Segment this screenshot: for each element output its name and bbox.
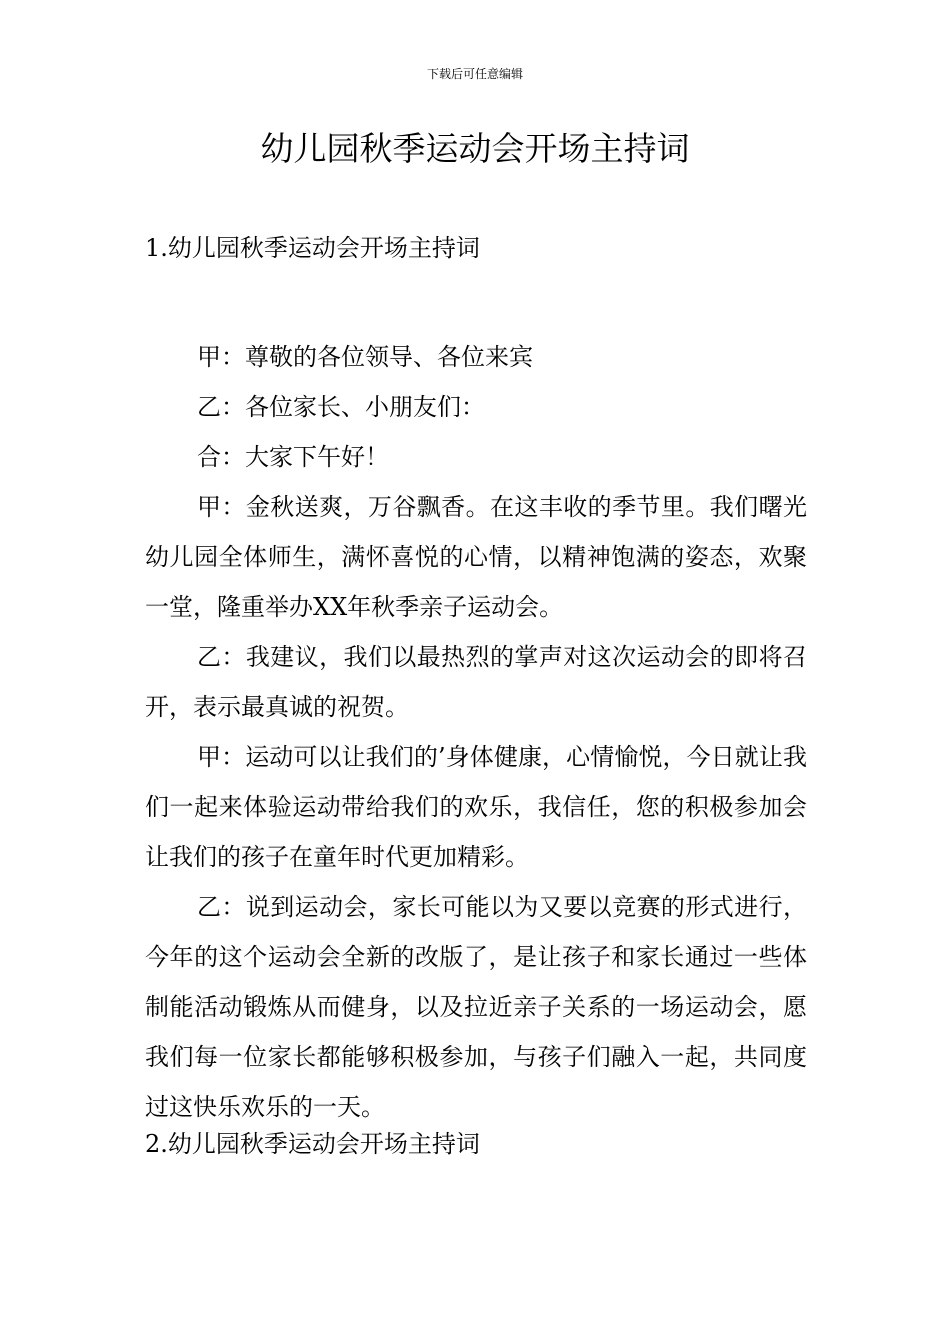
paragraph-greeting-yi: 乙：各位家长、小朋友们： bbox=[197, 393, 485, 421]
paragraph-opening-jia: 甲：金秋送爽，万谷飘香。在这丰收的季节里。我们曙光幼儿园全体师生，满怀喜悦的心情，以精神饱满的姿态，欢聚一堂，隆重举办XX年秋季亲子运动会。 bbox=[145, 493, 807, 621]
paragraph-greeting-jia: 甲：尊敬的各位领导、各位来宾 bbox=[197, 343, 533, 371]
section-body bbox=[145, 332, 807, 1132]
header-note: 下载后可任意编辑 bbox=[426, 67, 523, 81]
paragraph-applause-yi: 乙：我建议，我们以最热烈的掌声对这次运动会的即将召开，表示最真诚的祝贺。 bbox=[145, 643, 807, 721]
section-heading-2: 2.幼儿园秋季运动会开场主持词 bbox=[145, 1130, 480, 1158]
document-title: 幼儿园秋季运动会开场主持词 bbox=[260, 129, 690, 168]
section-heading-1: 1.幼儿园秋季运动会开场主持词 bbox=[145, 234, 480, 262]
paragraph-format-yi: 乙：说到运动会，家长可能以为又要以竞赛的形式进行，今年的这个运动会全新的改版了，是让孩子和家长通过一些体制能活动锻炼从而健身，以及拉近亲子关系的一场运动会，愿我们每一位家长都能够积极参加，与孩子们融入一起，共同度过这快乐欢乐的一天。 bbox=[145, 893, 807, 1121]
paragraph-health-jia: 甲：运动可以让我们的’身体健康，心情愉悦，今日就让我们一起来体验运动带给我们的欢乐，我信任，您的积极参加会让我们的孩子在童年时代更加精彩。 bbox=[145, 743, 807, 871]
paragraph-greeting-together: 合：大家下午好！ bbox=[197, 443, 389, 471]
